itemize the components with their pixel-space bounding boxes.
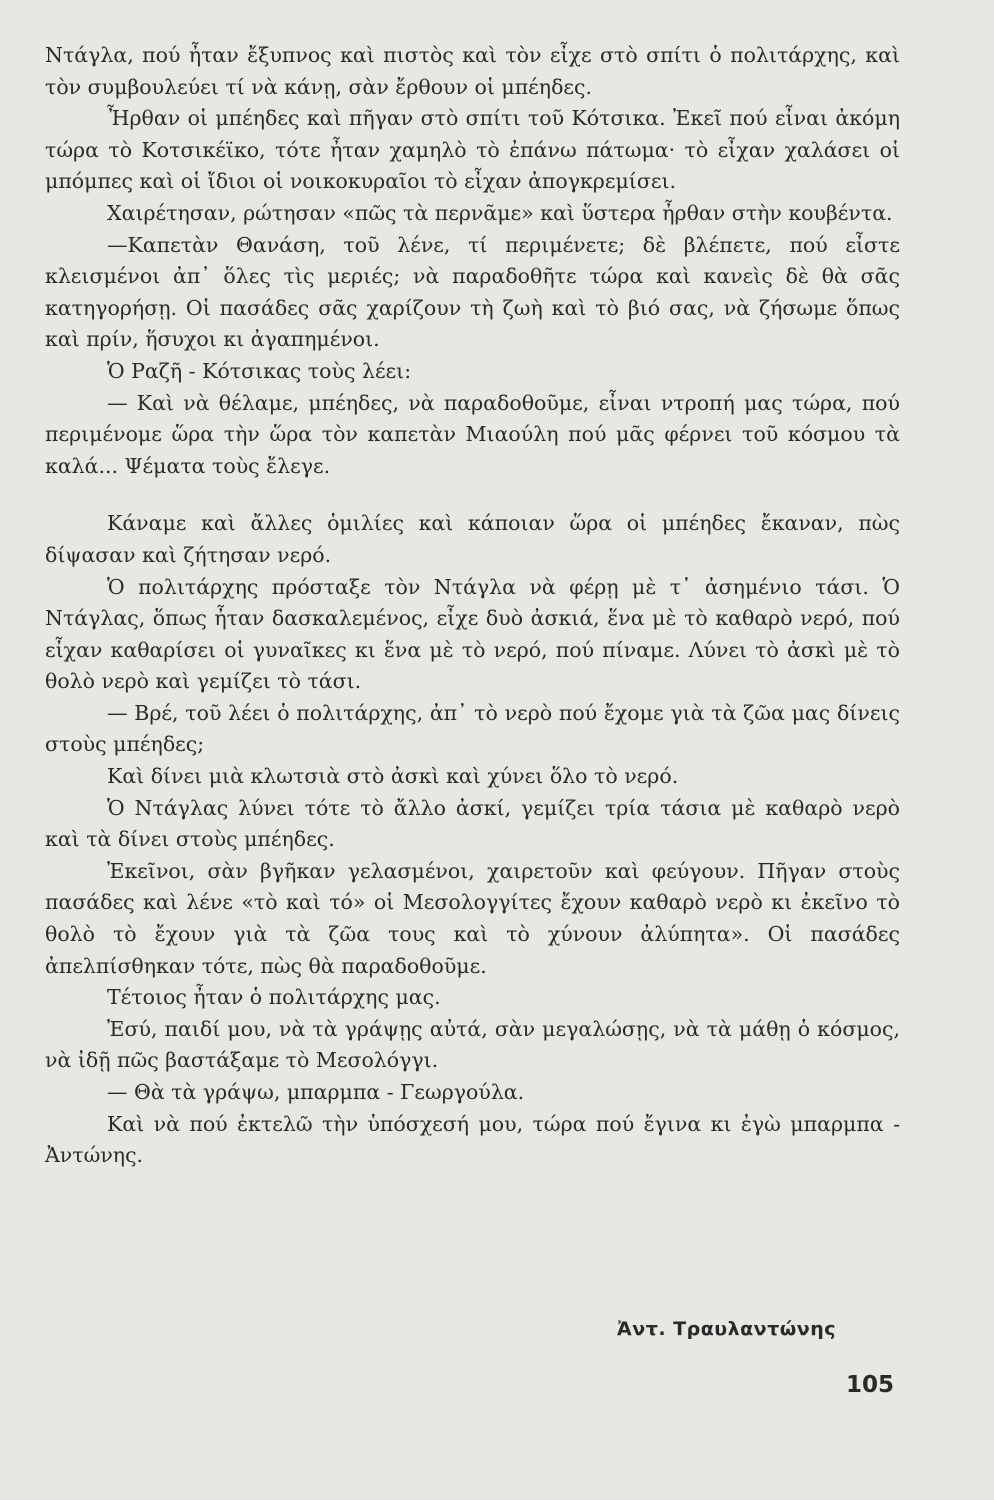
paragraph: Ὁ Ντάγλας λύνει τότε τὸ ἄλλο ἀσκί, γεμίζει τρία τάσια μὲ καθαρὸ νερὸ καὶ τὰ δίνει στοὺς μπέηδες. — [45, 795, 900, 852]
body-text — [45, 40, 900, 1172]
paragraph: — Καὶ νὰ θέλαμε, μπέηδες, νὰ παραδοθοῦμε, εἶναι ντροπή μας τώρα, πού περιμένομε ὥρα τὴν ὥρα τὸν καπετὰν Μιαούλη πού μᾶς φέρνει τοῦ κόσμου τὰ καλά... Ψέματα τοὺς ἔλεγε. — [45, 390, 900, 478]
paragraph: Χαιρέτησαν, ρώτησαν «πῶς τὰ περνᾶμε» καὶ ὕστερα ἦρθαν στὴν κουβέντα. — [107, 200, 893, 225]
paragraph: Τέτοιος ἦταν ὁ πολιτάρχης μας. — [107, 985, 441, 1010]
paragraph: Ντάγλα, πού ἦταν ἔξυπνος καὶ πιστὸς καὶ τὸν εἶχε στὸ σπίτι ὁ πολιτάρχης, καὶ τὸν συμβουλεύει τί νὰ κάνῃ, σὰν ἔρθουν οἱ μπέηδες. — [45, 43, 900, 99]
paragraph: Κάναμε καὶ ἄλλες ὁμιλίες καὶ κάποιαν ὥρα οἱ μπέηδες ἔκαναν, πὼς δίψασαν καὶ ζήτησαν νερό. — [45, 511, 900, 567]
author-signature: Ἀντ. Τραυλαντώνης — [617, 1318, 836, 1340]
paragraph: Ὁ πολιτάρχης πρόσταξε τὸν Ντάγλα νὰ φέρῃ μὲ τ᾽ ἀσημένιο τάσι. Ὁ Ντάγλας, ὅπως ἦταν δασκαλεμένος, εἶχε δυὸ ἀσκιά, ἕνα μὲ τὸ καθαρὸ νερό, πού εἶχαν καθαρίσει οἱ γυναῖκες κι ἕνα μὲ τὸ νερό, πού πίναμε. Λύνει τὸ ἀσκὶ μὲ τὸ θολὸ νερὸ καὶ γεμίζει τὸ τάσι. — [45, 574, 900, 694]
paragraph: Ὁ Ραζῆ - Κότσικας τοὺς λέει: — [107, 358, 412, 383]
paragraph: — Θὰ τὰ γράψω, μπαρμπα - Γεωργούλα. — [107, 1080, 525, 1104]
paragraph: —Καπετὰν Θανάση, τοῦ λένε, τί περιμένετε; δὲ βλέπετε, πού εἶστε κλεισμένοι ἀπ᾽ ὅλες τὶς μεριές; νὰ παραδοθῆτε τώρα καὶ κανεὶς δὲ θὰ σᾶς κατηγορήσῃ. Οἱ πασάδες σᾶς χαρίζουν τὴ ζωὴ καὶ τὸ βιό σας, νὰ ζήσωμε ὅπως καὶ πρίν, ἥσυχοι κι ἀγαπημένοι. — [45, 232, 900, 352]
paragraph: Ἐκεῖνοι, σὰν βγῆκαν γελασμένοι, χαιρετοῦν καὶ φεύγουν. Πῆγαν στοὺς πασάδες καὶ λένε «τὸ καὶ τό» οἱ Μεσολογγίτες ἔχουν καθαρὸ νερὸ κι ἐκεῖνο τὸ θολὸ τὸ ἔχουν γιὰ τὰ ζῶα τους καὶ τὸ χύνουν ἀλύπητα». Οἱ πασάδες ἀπελπίσθηκαν τότε, πὼς θὰ παραδοθοῦμε. — [45, 858, 900, 978]
paragraph: Ἐσύ, παιδί μου, νὰ τὰ γράψῃς αὐτά, σὰν μεγαλώσῃς, νὰ τὰ μάθῃ ὁ κόσμος, νὰ ἰδῇ πῶς βαστάξαμε τὸ Μεσολόγγι. — [45, 1016, 900, 1073]
page-number: 105 — [845, 1372, 894, 1398]
paragraph: Καὶ δίνει μιὰ κλωτσιὰ στὸ ἀσκὶ καὶ χύνει ὅλο τὸ νερό. — [107, 764, 679, 789]
paragraph: Ἦρθαν οἱ μπέηδες καὶ πῆγαν στὸ σπίτι τοῦ Κότσικα. Ἐκεῖ πού εἶναι ἀκόμη τώρα τὸ Κοτσικέϊκο, τότε ἦταν χαμηλὸ τὸ ἐπάνω πάτωμα· τὸ εἶχαν χαλάσει οἱ μπόμπες καὶ οἱ ἴδιοι οἱ νοικοκυραῖοι τὸ εἶχαν ἀπογκρεμίσει. — [45, 106, 900, 194]
paragraph: — Βρέ, τοῦ λέει ὁ πολιτάρχης, ἀπ᾽ τὸ νερὸ πού ἔχομε γιὰ τὰ ζῶα μας δίνεις στοὺς μπέηδες; — [45, 700, 900, 757]
paragraph: Καὶ νὰ πού ἐκτελῶ τὴν ὑπόσχεσή μου, τώρα πού ἔγινα κι ἐγὼ μπαρμπα - Ἀντώνης. — [45, 1111, 900, 1168]
